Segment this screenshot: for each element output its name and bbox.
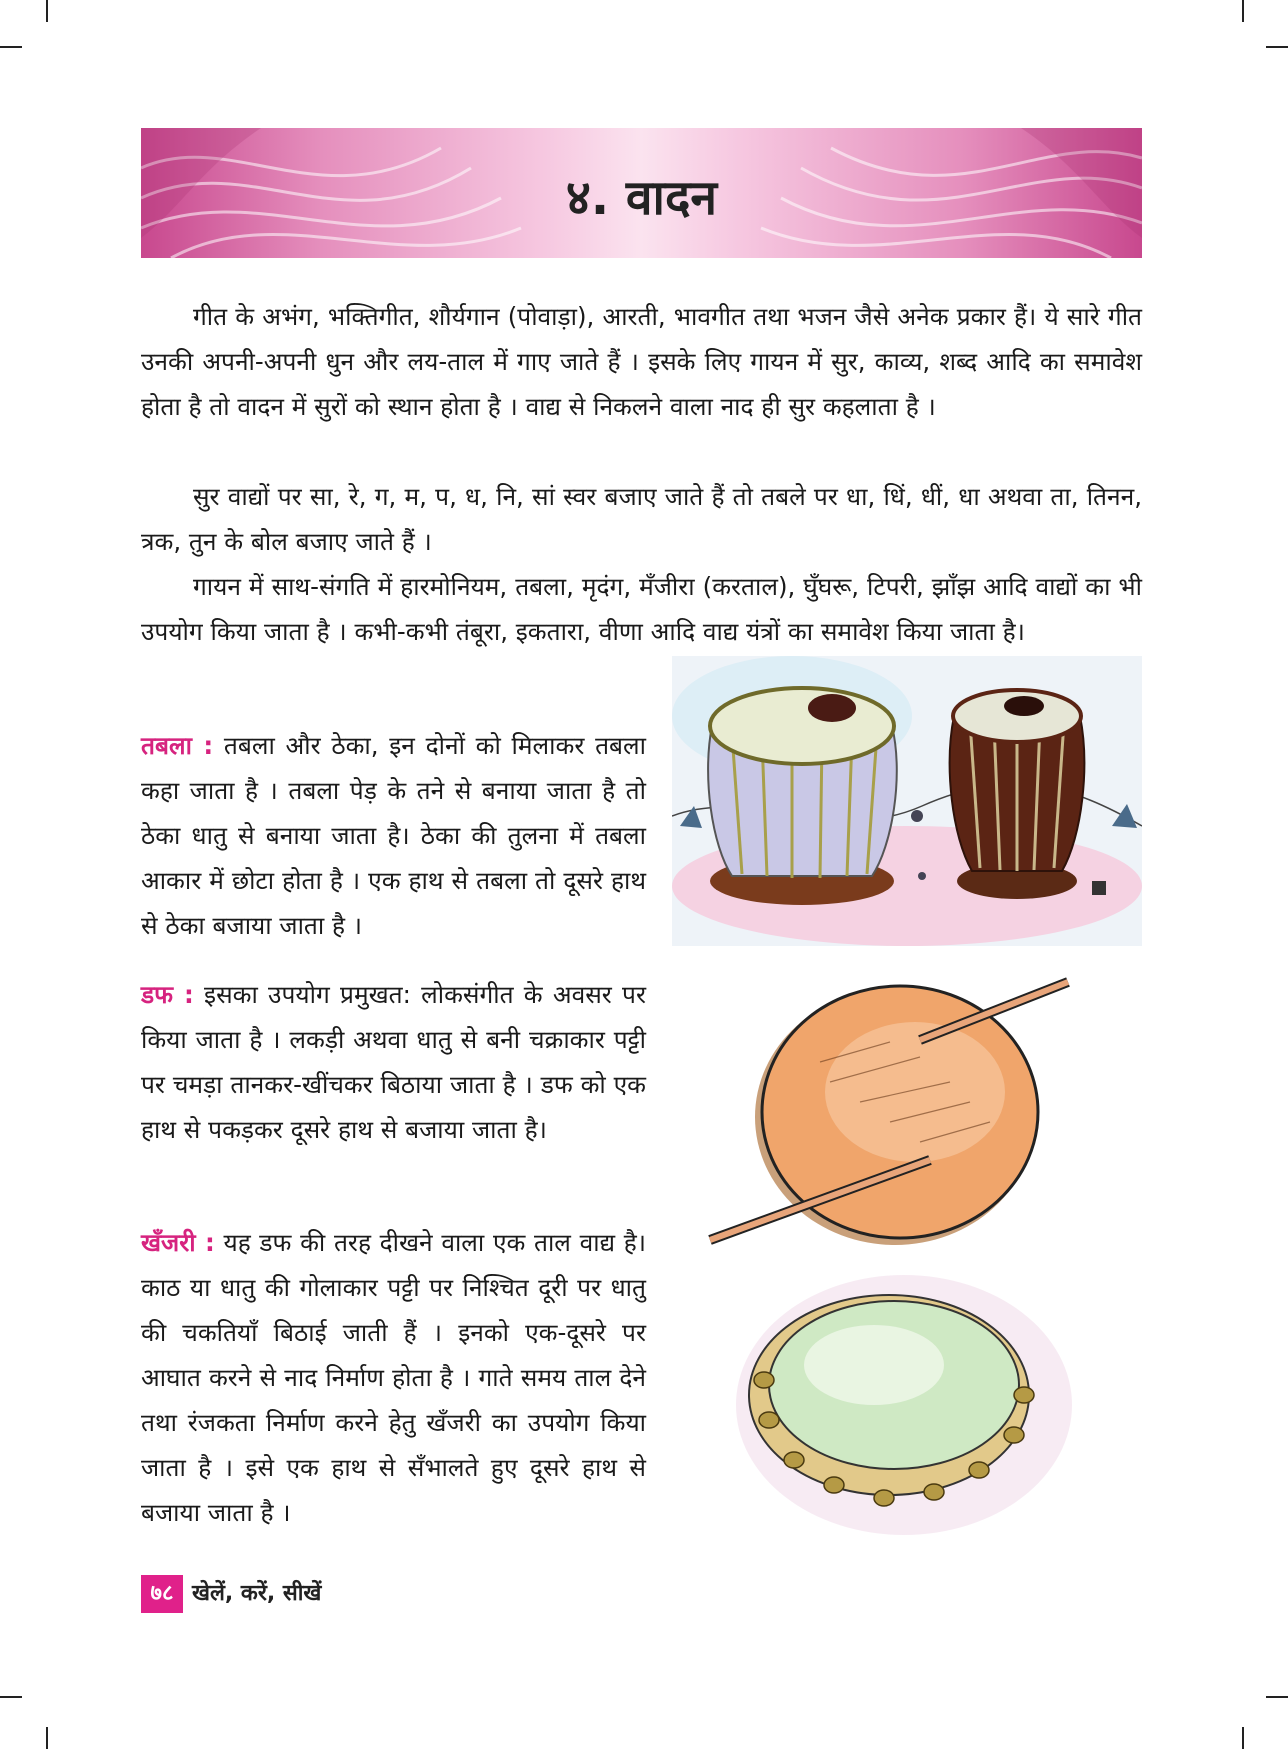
tabla-text: तबला और ठेका, इन दोनों को मिलाकर तबला कहा जाता है । तबला पेड़ के तने से बनाया जाता है तो ठेका धातु से बनाया जाता है। ठेका की तुलना में तबला आकार में छोटा होता है । एक हाथ से तबला तो दूसरे हाथ से ठेका बजाया जाता है । xyxy=(141,731,646,940)
intro-paragraph-1: गीत के अभंग, भक्तिगीत, शौर्यगान (पोवाड़ा), आरती, भावगीत तथा भजन जैसे अनेक प्रकार हैं। ये सारे गीत उनकी अपनी-अपनी धुन और लय-ताल में गाए जाते हैं । इसके लिए गायन में सुर, काव्य, शब्द आदि का समावेश होता है तो वादन में सुरों को स्थान होता है । वाद्य से निकलने वाला नाद ही सुर कहलाता है । xyxy=(141,302,1142,421)
intro-paragraph-2: सुर वाद्यों पर सा, रे, ग, म, प, ध, नि, सां स्वर बजाए जाते हैं तो तबले पर धा, धिं, धीं, धा अथवा ता, तिनन, त्रक, तुन के बोल बजाए जाते हैं । xyxy=(141,482,1142,556)
daf-illustration xyxy=(700,972,1100,1252)
tabla-illustration xyxy=(672,656,1142,946)
crop-mark xyxy=(46,1727,48,1749)
khanjari-term: खँजरी : xyxy=(141,1228,215,1257)
tabla-paragraph xyxy=(141,723,646,948)
khanjari-text: यह डफ की तरह दीखने वाला एक ताल वाद्य है। काठ या धातु की गोलाकार पट्टी पर निश्चित दूरी पर धातु की चकतियाँ बिठाई जाती हैं । इनको एक-दूसरे पर आघात करने से नाद निर्माण होता है । गाते समय ताल देने तथा रंजकता निर्माण करने हेतु खँजरी का उपयोग किया जाता है । इसे एक हाथ से सँभालते हुए दूसरे हाथ से बजाया जाता है । xyxy=(141,1228,646,1527)
khanjari-paragraph xyxy=(141,1220,646,1535)
crop-mark xyxy=(0,46,22,48)
book-title: खेलें, करें, सीखें xyxy=(192,1581,322,1606)
daf-paragraph xyxy=(141,972,646,1152)
crop-mark xyxy=(1266,1696,1288,1698)
daf-text: इसका उपयोग प्रमुखत: लोकसंगीत के अवसर पर किया जाता है । लकड़ी अथवा धातु से बनी चक्राकार पट्टी पर चमड़ा तानकर-खींचकर बिठाया जाता है । डफ को एक हाथ से पकड़कर दूसरे हाथ से बजाया जाता है। xyxy=(141,980,646,1144)
chapter-banner xyxy=(141,128,1142,258)
crop-mark xyxy=(1242,1727,1244,1749)
page-number: ७८ xyxy=(141,1575,183,1613)
crop-mark xyxy=(1266,46,1288,48)
tabla-term: तबला : xyxy=(141,731,214,760)
daf-term: डफ : xyxy=(141,980,194,1009)
crop-mark xyxy=(1242,0,1244,22)
khanjari-illustration xyxy=(734,1270,1074,1540)
intro-paragraph-3: गायन में साथ-संगति में हारमोनियम, तबला, मृदंग, मँजीरा (करताल), घुँघरू, टिपरी, झाँझ आदि वाद्यों का भी उपयोग किया जाता है । कभी-कभी तंबूरा, इकतारा, वीणा आदि वाद्य यंत्रों का समावेश किया जाता है। xyxy=(141,572,1142,646)
chapter-title: ४. वादन xyxy=(565,170,718,226)
crop-mark xyxy=(0,1696,22,1698)
crop-mark xyxy=(46,0,48,22)
